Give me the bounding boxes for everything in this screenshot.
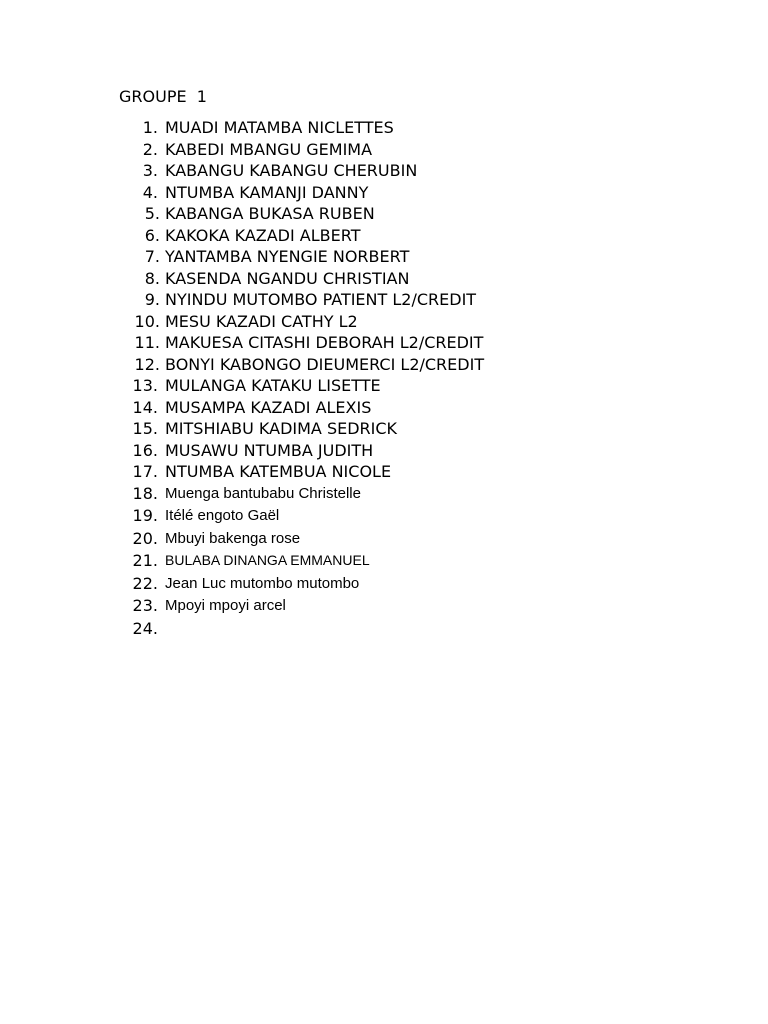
item-number: 17. [132,462,158,481]
item-number: 20. [132,528,158,548]
member-name: MITSHIABU KADIMA SEDRICK [165,419,398,438]
list-item [0,483,768,506]
list-item [0,375,768,397]
list-item [0,440,768,462]
member-name: MESU KAZADI CATHY L2 [165,311,358,331]
list-item [0,595,768,618]
list-item [0,268,768,290]
list-item [0,117,768,139]
list-item [0,332,768,354]
list-item [0,528,768,551]
member-name: Jean Luc mutombo mutombo [165,574,360,592]
member-name: NYINDU MUTOMBO PATIENT L2/CREDIT [165,290,477,309]
list-item [0,203,768,225]
list-item [0,397,768,419]
member-name: BONYI KABONGO DIEUMERCI L2/CREDIT [165,354,485,374]
member-name: MUADI MATAMBA NICLETTES [165,118,394,137]
item-number: 22. [132,573,158,593]
item-number: 2. [142,139,158,159]
list-item [0,550,768,573]
member-name: MUSAWU NTUMBA JUDITH [165,440,374,460]
member-name: Mpoyi mpoyi arcel [165,597,286,614]
list-item [0,160,768,182]
item-number: 13. [132,376,158,395]
item-number: 4. [142,182,158,202]
member-name: KAKOKA KAZADI ALBERT [165,225,361,245]
item-number: 21. [132,551,158,570]
list-item [0,418,768,440]
member-name: KABEDI MBANGU GEMIMA [165,139,373,159]
item-number: 23. [132,596,158,615]
list-item [0,505,768,528]
member-name: KABANGU KABANGU CHERUBIN [165,161,418,180]
item-number: 7. [144,247,160,266]
list-item [0,354,768,376]
member-name: KASENDA NGANDU CHRISTIAN [165,268,410,288]
member-name: MUSAMPA KAZADI ALEXIS [165,397,372,417]
list-item [0,618,768,641]
item-number: 14. [132,397,158,417]
member-name: Mbuyi bakenga rose [165,529,301,547]
group-title: GROUPE 1 [119,87,207,106]
item-number: 10. [134,311,160,331]
member-name: YANTAMBA NYENGIE NORBERT [165,247,410,266]
list-item [0,573,768,596]
item-number: 19. [132,506,158,525]
item-number: 3. [142,161,158,180]
list-item [0,182,768,204]
list-item [0,311,768,333]
item-number: 12. [134,354,160,374]
list-item [0,139,768,161]
member-list [0,117,768,640]
list-item [0,246,768,268]
item-number: 24. [132,618,158,638]
member-name: NTUMBA KAMANJI DANNY [165,182,369,202]
item-number: 18. [132,483,158,503]
member-name: KABANGA BUKASA RUBEN [165,204,375,223]
member-name: Muenga bantubabu Christelle [165,484,361,502]
member-name: BULABA DINANGA EMMANUEL [165,552,370,568]
item-number: 6. [144,225,160,245]
item-number: 1. [142,118,158,137]
item-number: 8. [144,268,160,288]
item-number: 9. [144,290,160,309]
item-number: 16. [132,440,158,460]
item-number: 5. [144,204,160,223]
item-number: 11. [134,333,160,352]
member-name: MULANGA KATAKU LISETTE [165,376,381,395]
member-name: Itélé engoto Gaël [165,507,280,524]
item-number: 15. [132,419,158,438]
list-item [0,225,768,247]
member-name: NTUMBA KATEMBUA NICOLE [165,462,392,481]
member-name: MAKUESA CITASHI DEBORAH L2/CREDIT [165,333,484,352]
list-item [0,289,768,311]
list-item [0,461,768,483]
